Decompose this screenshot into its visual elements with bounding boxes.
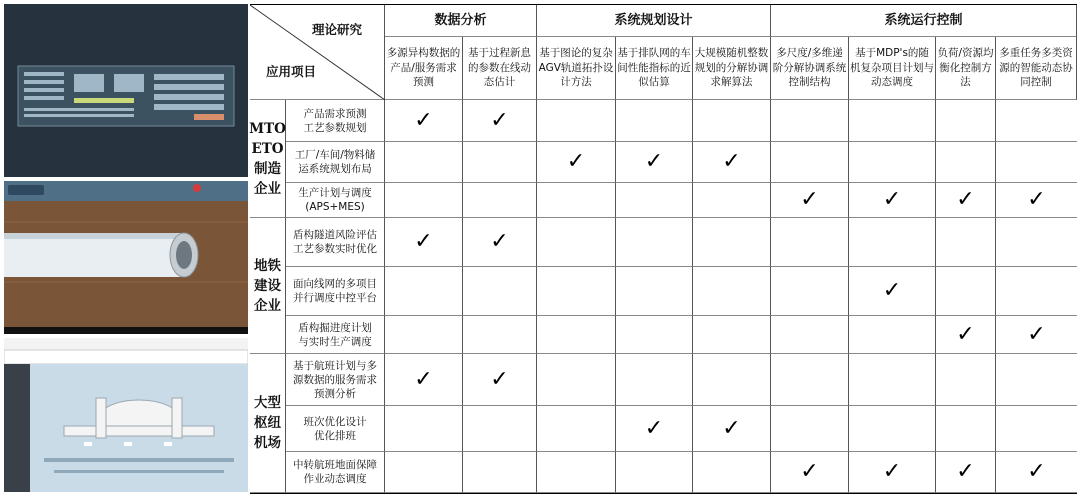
shield-tunnel-image [4, 181, 248, 334]
matrix-cell [849, 452, 936, 493]
check-mark: ✓ [414, 366, 433, 392]
matrix-cell [385, 183, 463, 218]
method-header: 多源异构数据的产品/服务需求预测 [385, 37, 463, 100]
matrix-cell [537, 452, 616, 493]
matrix-cell [463, 406, 537, 452]
check-mark: ✓ [882, 459, 902, 484]
application-item-label: 工厂/车间/物料储 运系统规划布局 [286, 142, 385, 183]
check-mark: ✓ [722, 149, 741, 174]
check-mark: ✓ [490, 366, 509, 392]
matrix-cell [463, 452, 537, 493]
matrix-cell [463, 100, 537, 142]
matrix-cell [996, 452, 1077, 493]
matrix-cell [616, 218, 693, 267]
theory-header-label: 理论研究 [312, 22, 363, 37]
matrix-cell [463, 218, 537, 267]
method-header: 大规模随机整数规划的分解协调求解算法 [693, 37, 771, 100]
matrix-cell [996, 183, 1077, 218]
method-header: 基于图论的复杂AGV轨道拓扑设计方法 [537, 37, 616, 100]
matrix-cell [693, 100, 771, 142]
matrix-cell [463, 142, 537, 183]
matrix-cell [771, 452, 849, 493]
matrix-cell [996, 354, 1077, 406]
matrix-cell [849, 100, 936, 142]
matrix-cell [771, 218, 849, 267]
matrix-cell [463, 183, 537, 218]
method-header: 基于排队网的车间性能指标的近似估算 [616, 37, 693, 100]
matrix-cell [849, 218, 936, 267]
matrix-cell [537, 267, 616, 316]
matrix-cell [771, 100, 849, 142]
check-mark: ✓ [800, 459, 819, 484]
method-header: 基于过程新息的参数在线动态估计 [463, 37, 537, 100]
corner-header [250, 5, 385, 100]
matrix-cell [616, 183, 693, 218]
check-mark: ✓ [490, 107, 509, 133]
application-item-label: 盾构隧道风险评估 工艺参数实时优化 [286, 218, 385, 267]
matrix-cell [936, 354, 996, 406]
application-item-label: 班次优化设计 优化排班 [286, 406, 385, 452]
matrix-cell [537, 218, 616, 267]
matrix-cell [936, 316, 996, 354]
matrix-cell [693, 183, 771, 218]
matrix-cell [537, 183, 616, 218]
application-group-label: 地铁 建设 企业 [250, 218, 286, 354]
check-mark: ✓ [1027, 321, 1046, 347]
matrix-cell [463, 316, 537, 354]
application-group-label: 大型 枢纽 机场 [250, 354, 286, 493]
theory-application-matrix [250, 4, 1077, 494]
check-mark: ✓ [414, 107, 433, 133]
check-mark: ✓ [490, 229, 509, 254]
matrix-cell [693, 142, 771, 183]
method-group-header: 系统运行控制 [771, 5, 1077, 37]
matrix-cell [385, 218, 463, 267]
application-header-label: 应用项目 [266, 64, 317, 79]
check-mark: ✓ [414, 229, 433, 254]
check-mark: ✓ [644, 149, 664, 174]
application-item-label: 生产计划与调度 (APS+MES) [286, 183, 385, 218]
method-group-header: 系统规划设计 [537, 5, 771, 37]
matrix-cell [771, 406, 849, 452]
check-mark: ✓ [644, 415, 664, 441]
application-item-label: 中转航班地面保障 作业动态调度 [286, 452, 385, 493]
factory-layout-image [4, 4, 248, 177]
matrix-cell [385, 267, 463, 316]
matrix-cell [996, 142, 1077, 183]
check-mark: ✓ [566, 149, 586, 174]
matrix-cell [936, 142, 996, 183]
application-item-label: 盾构掘进度计划 与实时生产调度 [286, 316, 385, 354]
method-header: 负荷/资源均衡化控制方法 [936, 37, 996, 100]
matrix-cell [616, 100, 693, 142]
matrix-cell [616, 452, 693, 493]
matrix-cell [771, 142, 849, 183]
matrix-cell [693, 406, 771, 452]
method-group-header: 数据分析 [385, 5, 537, 37]
matrix-cell [849, 183, 936, 218]
matrix-cell [537, 142, 616, 183]
matrix-cell [771, 183, 849, 218]
matrix-cell [385, 354, 463, 406]
matrix-cell [537, 406, 616, 452]
matrix-cell [996, 316, 1077, 354]
matrix-cell [771, 267, 849, 316]
check-mark: ✓ [722, 415, 741, 441]
matrix-cell [936, 100, 996, 142]
matrix-cell [385, 142, 463, 183]
matrix-cell [936, 406, 996, 452]
check-mark: ✓ [956, 187, 975, 212]
check-mark: ✓ [1027, 187, 1046, 212]
check-mark: ✓ [882, 278, 902, 303]
matrix-cell [849, 354, 936, 406]
matrix-cell [936, 218, 996, 267]
matrix-cell [849, 316, 936, 354]
matrix-cell [936, 183, 996, 218]
check-mark: ✓ [1027, 459, 1046, 484]
check-mark: ✓ [956, 321, 975, 347]
matrix-cell [385, 452, 463, 493]
matrix-cell [693, 218, 771, 267]
matrix-cell [537, 316, 616, 354]
matrix-cell [616, 267, 693, 316]
matrix-cell [693, 354, 771, 406]
application-item-label: 产品需求预测 工艺参数规划 [286, 100, 385, 142]
matrix-cell [616, 354, 693, 406]
method-header: 多重任务多类资源的智能动态协同控制 [996, 37, 1077, 100]
check-mark: ✓ [882, 187, 902, 212]
application-item-label: 面向线网的多项目 并行调度中控平台 [286, 267, 385, 316]
matrix-cell [996, 218, 1077, 267]
matrix-cell [693, 452, 771, 493]
matrix-cell [771, 354, 849, 406]
matrix-cell [385, 406, 463, 452]
matrix-cell [537, 100, 616, 142]
matrix-cell [463, 354, 537, 406]
matrix-cell [537, 354, 616, 406]
matrix-cell [771, 316, 849, 354]
matrix-cell [463, 267, 537, 316]
matrix-cell [616, 406, 693, 452]
matrix-cell [616, 316, 693, 354]
matrix-cell [849, 406, 936, 452]
matrix-cell [996, 100, 1077, 142]
matrix-cell [849, 142, 936, 183]
matrix-cell [996, 406, 1077, 452]
check-mark: ✓ [956, 459, 975, 484]
check-mark: ✓ [800, 187, 819, 212]
matrix-cell [385, 316, 463, 354]
application-item-label: 基于航班计划与多 源数据的服务需求 预测分析 [286, 354, 385, 406]
method-header: 多尺度/多维递阶分解协调系统控制结构 [771, 37, 849, 100]
matrix-cell [616, 142, 693, 183]
matrix-cell [936, 452, 996, 493]
matrix-cell [936, 267, 996, 316]
method-header: 基于MDP's的随机复杂项目计划与动态调度 [849, 37, 936, 100]
matrix-cell [996, 267, 1077, 316]
application-group-label: MTO ETO 制造 企业 [250, 100, 286, 218]
matrix-cell [693, 267, 771, 316]
matrix-cell [693, 316, 771, 354]
matrix-cell [849, 267, 936, 316]
matrix-cell [385, 100, 463, 142]
airport-system-image [4, 338, 248, 492]
